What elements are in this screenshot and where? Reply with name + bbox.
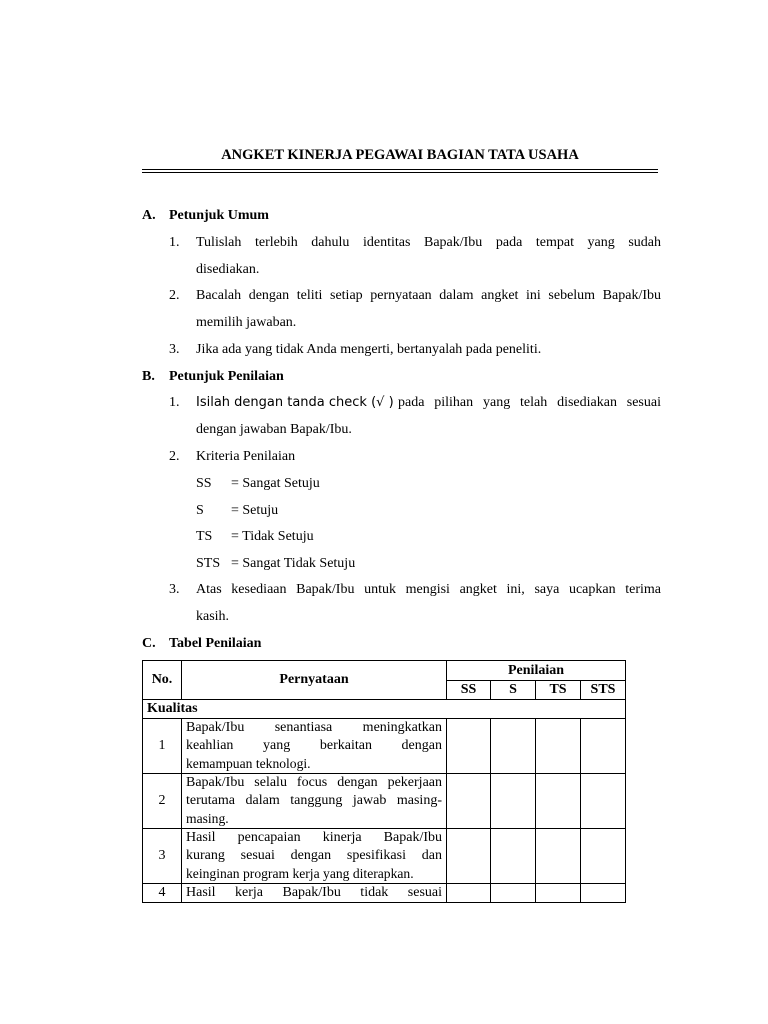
a2-text-line1: Bacalah dengan teliti setiap pernyataan dalam angket ini sebelum Bapak/Ibu	[196, 288, 661, 303]
rating-cell-sts[interactable]	[581, 719, 626, 774]
category-row	[143, 700, 626, 719]
b1-text-rest: pada pilihan yang telah disediakan sesuai	[398, 395, 661, 410]
rating-cell-s[interactable]	[491, 829, 536, 884]
a1-text-line1: Tulislah terlebih dahulu identitas Bapak/Ibu pada tempat yang sudah	[196, 235, 661, 250]
criteria-desc-s: = Setuju	[231, 503, 279, 518]
criteria-desc-ts: = Tidak Setuju	[231, 529, 314, 544]
row-statement	[182, 829, 447, 884]
statement-line: keahlian yang berkaitan dengan	[186, 738, 442, 753]
b3-text-line2: kasih.	[196, 609, 230, 624]
row-number: 4	[143, 884, 182, 903]
rating-cell-ts[interactable]	[536, 719, 581, 774]
header-statement: Pernyataan	[182, 661, 447, 700]
section-a-heading: Petunjuk Umum	[169, 208, 269, 223]
criteria-code-sts: STS	[196, 556, 221, 571]
row-number: 1	[143, 719, 182, 774]
rating-cell-ts[interactable]	[536, 829, 581, 884]
statement-line: kemampuan teknologi.	[186, 756, 311, 771]
category-label: Kualitas	[143, 700, 626, 719]
rating-cell-ss[interactable]	[447, 829, 491, 884]
statement-line: Hasil pencapaian kinerja Bapak/Ibu	[186, 830, 442, 845]
statement-line: Bapak/Ibu senantiasa meningkatkan	[186, 720, 442, 735]
rating-cell-ss[interactable]	[447, 774, 491, 829]
header-option-s: S	[491, 681, 536, 700]
statement-line: Bapak/Ibu selalu focus dengan pekerjaan	[186, 775, 442, 790]
a2-text-line2: memilih jawaban.	[196, 315, 297, 330]
header-option-sts: STS	[581, 681, 626, 700]
title-rule-bottom	[142, 172, 658, 173]
header-no: No.	[143, 661, 182, 700]
a2-number: 2.	[169, 288, 180, 303]
rating-cell-ts[interactable]	[536, 774, 581, 829]
table-row	[143, 884, 626, 903]
section-b-heading: Petunjuk Penilaian	[169, 369, 284, 384]
section-a-marker: A.	[142, 208, 156, 223]
statement-line: Hasil kerja Bapak/Ibu tidak sesuai	[186, 885, 442, 900]
row-number: 3	[143, 829, 182, 884]
section-b-marker: B.	[142, 369, 155, 384]
rating-cell-sts[interactable]	[581, 884, 626, 903]
rating-table	[142, 660, 626, 903]
header-option-ts: TS	[536, 681, 581, 700]
header-rating: Penilaian	[447, 661, 626, 681]
row-statement	[182, 884, 447, 903]
b3-number: 3.	[169, 582, 180, 597]
a3-text: Jika ada yang tidak Anda mengerti, bertanyalah pada peneliti.	[196, 342, 542, 357]
rating-cell-s[interactable]	[491, 884, 536, 903]
section-c-marker: C.	[142, 636, 156, 651]
rating-cell-s[interactable]	[491, 719, 536, 774]
b2-number: 2.	[169, 449, 180, 464]
b1-text-line2: dengan jawaban Bapak/Ibu.	[196, 422, 352, 437]
row-statement	[182, 719, 447, 774]
statement-line: terutama dalam tanggung jawab masing-	[186, 793, 442, 808]
table-row	[143, 774, 626, 829]
rating-cell-sts[interactable]	[581, 774, 626, 829]
rating-cell-ss[interactable]	[447, 884, 491, 903]
b2-text: Kriteria Penilaian	[196, 449, 296, 464]
row-number: 2	[143, 774, 182, 829]
criteria-code-ts: TS	[196, 529, 213, 544]
table-header-row	[143, 661, 626, 681]
criteria-desc-sts: = Sangat Tidak Setuju	[231, 556, 356, 571]
a1-text-line2: disediakan.	[196, 262, 260, 277]
b1-text-prefix: Isilah dengan tanda check (√ )	[196, 395, 394, 410]
a1-number: 1.	[169, 235, 180, 250]
section-c-heading: Tabel Penilaian	[169, 636, 262, 651]
row-statement	[182, 774, 447, 829]
document-title: ANGKET KINERJA PEGAWAI BAGIAN TATA USAHA	[221, 147, 579, 163]
rating-cell-s[interactable]	[491, 774, 536, 829]
criteria-code-s: S	[196, 503, 204, 518]
statement-line: masing.	[186, 811, 229, 826]
criteria-desc-ss: = Sangat Setuju	[231, 476, 320, 491]
rating-cell-sts[interactable]	[581, 829, 626, 884]
rating-cell-ss[interactable]	[447, 719, 491, 774]
statement-line: kurang sesuai dengan spesifikasi dan	[186, 848, 442, 863]
b1-number: 1.	[169, 395, 180, 410]
rating-cell-ts[interactable]	[536, 884, 581, 903]
header-option-ss: SS	[447, 681, 491, 700]
table-row	[143, 719, 626, 774]
b3-text-line1: Atas kesediaan Bapak/Ibu untuk mengisi angket ini, saya ucapkan terima	[196, 582, 661, 597]
a3-number: 3.	[169, 342, 180, 357]
statement-line: keinginan program kerja yang diterapkan.	[186, 866, 414, 881]
title-rule-top	[142, 169, 658, 170]
criteria-code-ss: SS	[196, 476, 212, 491]
table-row	[143, 829, 626, 884]
